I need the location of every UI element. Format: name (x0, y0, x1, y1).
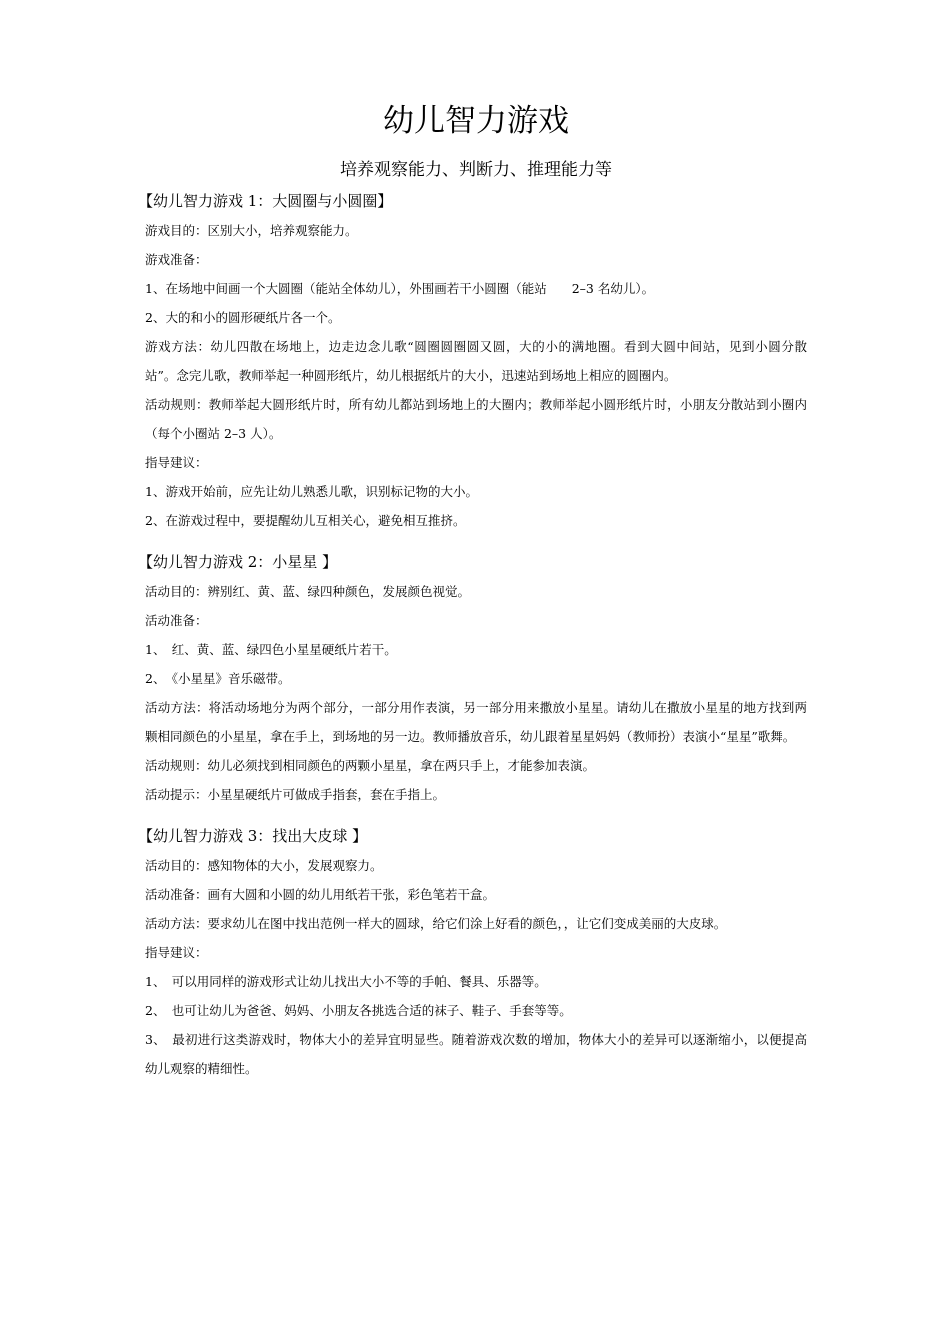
section-game-1 (138, 186, 807, 535)
paragraph: 3、 最初进行这类游戏时，物体大小的差异宜明显些。随着游戏次数的增加，物体大小的差异可以逐渐缩小，以便提高幼儿观察的精细性。 (145, 1032, 807, 1076)
paragraph: 活动准备： (145, 613, 208, 628)
section-heading: 【幼儿智力游戏 2：小星星 】 (138, 553, 338, 571)
document-title: 幼儿智力游戏 (383, 103, 569, 139)
paragraph: 活动方法：将活动场地分为两个部分，一部分用作表演，另一部分用来撒放小星星。请幼儿在撒放小星星的地方找到两颗相同颜色的小星星，拿在手上，到场地的另一边。教师播放音乐，幼儿跟着星星妈妈（教师扮）表演小“星星”歌舞。 (145, 700, 807, 744)
paragraph: 指导建议： (145, 945, 208, 960)
paragraph: 2、在游戏过程中，要提醒幼儿互相关心，避免相互推挤。 (145, 513, 466, 528)
paragraph: 活动准备：画有大圆和小圆的幼儿用纸若干张，彩色笔若干盒。 (145, 887, 496, 902)
paragraph: 活动规则：教师举起大圆形纸片时，所有幼儿都站到场地上的大圈内；教师举起小圆形纸片时，小朋友分散站到小圈内（每个小圈站 2–3 人）。 (145, 397, 807, 441)
paragraph: 活动规则：幼儿必须找到相同颜色的两颗小星星，拿在两只手上，才能参加表演。 (145, 758, 596, 773)
paragraph: 游戏目的：区别大小，培养观察能力。 (145, 223, 358, 238)
paragraph: 活动目的：感知物体的大小，发展观察力。 (145, 858, 383, 873)
section-gap (145, 535, 807, 547)
section-game-3 (138, 821, 807, 1083)
paragraph: 1、游戏开始前，应先让幼儿熟悉儿歌，识别标记物的大小。 (145, 484, 478, 499)
paragraph: 2、 也可让幼儿为爸爸、妈妈、小朋友各挑选合适的袜子、鞋子、手套等等。 (145, 1003, 572, 1018)
document-body (138, 96, 807, 1083)
section-game-2 (138, 547, 807, 809)
section-heading: 【幼儿智力游戏 3：找出大皮球 】 (138, 827, 368, 845)
paragraph: 活动提示：小星星硬纸片可做成手指套，套在手指上。 (145, 787, 446, 802)
section-gap (145, 809, 807, 821)
section-heading: 【幼儿智力游戏 1：大圆圈与小圆圈】 (138, 192, 393, 210)
paragraph: 指导建议： (145, 455, 208, 470)
paragraph: 游戏方法：幼儿四散在场地上，边走边念儿歌“圆圈圆圈圆又圆，大的小的满地圈。看到大圆中间站，见到小圆分散站”。念完儿歌，教师举起一种圆形纸片，幼儿根据纸片的大小，迅速站到场地上相应的圆圈内。 (145, 339, 807, 383)
paragraph: 活动方法：要求幼儿在图中找出范例一样大的圆球，给它们涂上好看的颜色，，让它们变成美丽的大皮球。 (145, 916, 727, 931)
paragraph: 活动目的：辨别红、黄、蓝、绿四种颜色，发展颜色视觉。 (145, 584, 471, 599)
paragraph: 1、在场地中间画一个大圆圈（能站全体幼儿），外围画若干小圆圈（能站 2–3 名幼儿）。 (145, 281, 655, 296)
paragraph: 1、 红、黄、蓝、绿四色小星星硬纸片若干。 (145, 642, 397, 657)
paragraph: 游戏准备： (145, 252, 208, 267)
paragraph: 2、 《小星星》音乐磁带。 (145, 671, 291, 686)
paragraph: 1、 可以用同样的游戏形式让幼儿找出大小不等的手帕、餐具、乐器等。 (145, 974, 547, 989)
document-subtitle: 培养观察能力、判断力、推理能力等 (340, 160, 612, 180)
paragraph: 2、大的和小的圆形硬纸片各一个。 (145, 310, 341, 325)
